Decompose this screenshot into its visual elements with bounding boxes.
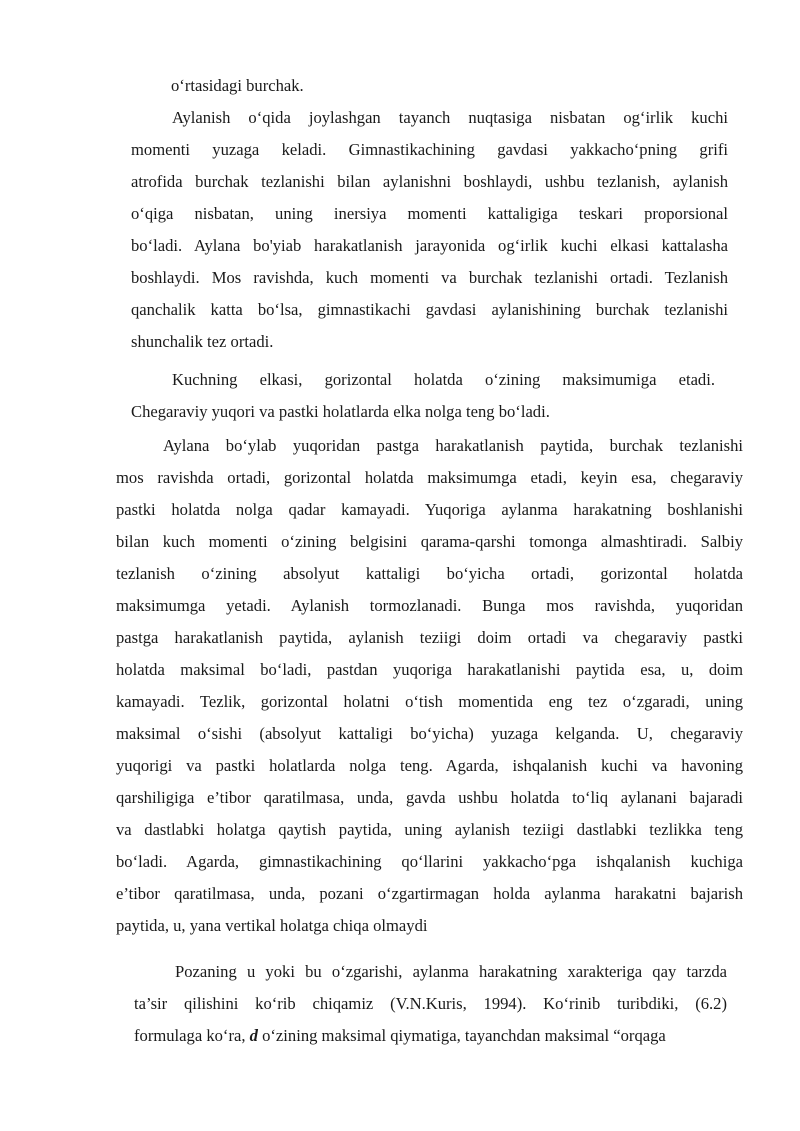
text-line: bo‘ladi. Aylana bo'yiab harakatlanish jarayonida og‘irlik kuchi elkasi kattalasha [131, 236, 728, 255]
text-line: mos ravishda ortadi, gorizontal holatda maksimumga etadi, keyin esa, chegaraviy [116, 468, 743, 487]
text-line: tezlanish o‘zining absolyut kattaligi bo‘yicha ortadi, gorizontal holatda [116, 564, 743, 583]
text-fragment: formulaga ko‘ra, [134, 1026, 246, 1045]
text-line [134, 1026, 666, 1046]
text-line: Aylanish o‘qida joylashgan tayanch nuqtasiga nisbatan og‘irlik kuchi [172, 108, 728, 127]
text-line: maksimal o‘sishi (absolyut kattaligi bo‘yicha) yuzaga kelganda. U, chegaraviy [116, 724, 743, 743]
text-line: pastki holatda nolga qadar kamayadi. Yuqoriga aylanma harakatning boshlanishi [116, 500, 743, 519]
text-line: Kuchning elkasi, gorizontal holatda o‘zining maksimumiga etadi. [172, 370, 715, 389]
text-line: maksimumga yetadi. Aylanish tormozlanadi. Bunga mos ravishda, yuqoridan [116, 596, 743, 615]
text-line: o‘qiga nisbatan, uning inersiya momenti kattaligiga teskari proporsional [131, 204, 728, 223]
text-line: pastga harakatlanish paytida, aylanish teziigi doim ortadi va chegaraviy pastki [116, 628, 743, 647]
text-line: kamayadi. Tezlik, gorizontal holatni o‘tish momentida eng tez o‘zgaradi, uning [116, 692, 743, 711]
text-line: bilan kuch momenti o‘zining belgisini qarama-qarshi tomonga almashtiradi. Salbiy [116, 532, 743, 551]
text-line: atrofida burchak tezlanishi bilan aylanishni boshlaydi, ushbu tezlanish, aylanish [131, 172, 728, 191]
text-line: bo‘ladi. Agarda, gimnastikachining qo‘llarini yakkacho‘pga ishqalanish kuchiga [116, 852, 743, 871]
text-line: boshlaydi. Mos ravishda, kuch momenti va burchak tezlanishi ortadi. Tezlanish [131, 268, 728, 287]
text-line: paytida, u, yana vertikal holatga chiqa olmaydi [116, 916, 428, 935]
text-line: yuqorigi va pastki holatlarda nolga teng. Agarda, ishqalanish kuchi va havoning [116, 756, 743, 775]
text-fragment: o‘zining maksimal qiymatiga, tayanchdan maksimal “orqaga [262, 1026, 666, 1045]
text-line: qanchalik katta bo‘lsa, gimnastikachi gavdasi aylanishining burchak tezlanishi [131, 300, 728, 319]
text-line: Pozaning u yoki bu o‘zgarishi, aylanma harakatning xarakteriga qay tarzda [175, 962, 727, 981]
text-line: Aylana bo‘ylab yuqoridan pastga harakatlanish paytida, burchak tezlanishi [163, 436, 743, 455]
text-line: momenti yuzaga keladi. Gimnastikachining gavdasi yakkacho‘pning grifi [131, 140, 728, 159]
text-line: e’tibor qaratilmasa, unda, pozani o‘zgartirmagan holda aylanma harakatni bajarish [116, 884, 743, 903]
text-line: qarshiligiga e’tibor qaratilmasa, unda, gavda ushbu holatda to‘liq aylanani bajaradi [116, 788, 743, 807]
text-line: o‘rtasidagi burchak. [171, 76, 304, 95]
text-line: va dastlabki holatga qaytish paytida, uning aylanish teziigi dastlabki tezlikka teng [116, 820, 743, 839]
text-line: ta’sir qilishini ko‘rib chiqamiz (V.N.Kuris, 1994). Ko‘rinib turibdiki, (6.2) [134, 994, 727, 1013]
text-line: holatda maksimal bo‘ladi, pastdan yuqoriga harakatlanishi paytida esa, u, doim [116, 660, 743, 679]
text-line: shunchalik tez ortadi. [131, 332, 274, 351]
formula-variable: d [249, 1026, 258, 1045]
text-line: Chegaraviy yuqori va pastki holatlarda elka nolga teng bo‘ladi. [131, 402, 550, 421]
